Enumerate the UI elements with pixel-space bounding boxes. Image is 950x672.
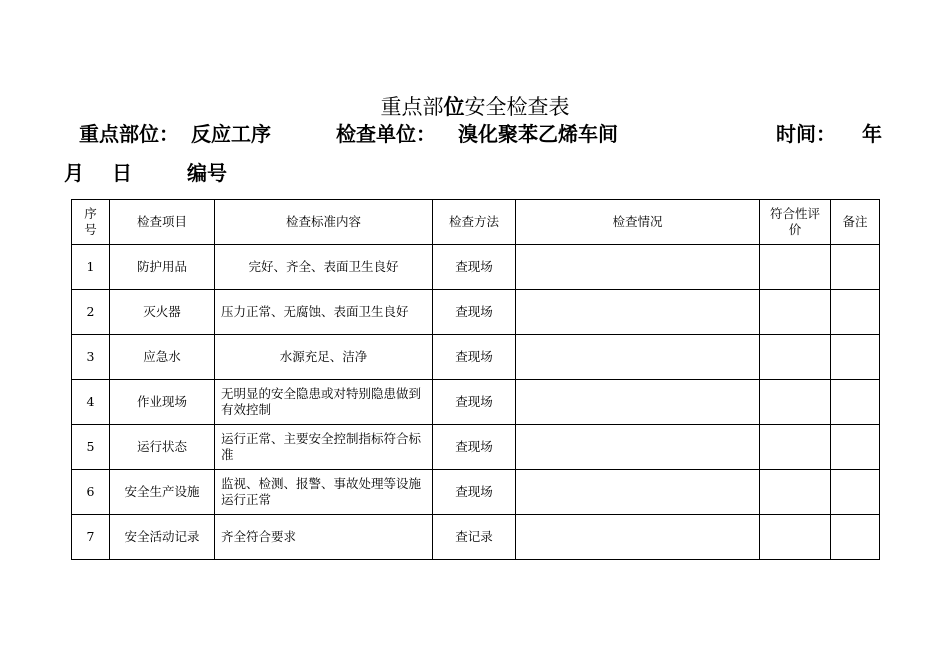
- part-label: 重点部位：: [79, 122, 179, 146]
- header-standard: 检查标准内容: [215, 200, 433, 245]
- row-item: 运行状态: [110, 425, 215, 470]
- row-method: 查现场: [433, 470, 516, 515]
- row-method: 查现场: [433, 380, 516, 425]
- row-status[interactable]: [516, 425, 760, 470]
- row-status[interactable]: [516, 245, 760, 290]
- row-method: 查现场: [433, 245, 516, 290]
- row-item: 作业现场: [110, 380, 215, 425]
- row-evaluation[interactable]: [760, 335, 831, 380]
- row-no: 6: [72, 470, 110, 515]
- row-method: 查现场: [433, 425, 516, 470]
- header-status: 检查情况: [516, 200, 760, 245]
- row-standard: 齐全符合要求: [215, 515, 433, 560]
- row-evaluation[interactable]: [760, 425, 831, 470]
- inspection-table: [71, 199, 880, 560]
- part-value: 反应工序: [191, 122, 271, 146]
- row-status[interactable]: [516, 290, 760, 335]
- table-row: [72, 470, 880, 515]
- row-method: 查现场: [433, 290, 516, 335]
- row-evaluation[interactable]: [760, 290, 831, 335]
- title-bold-char: 位: [443, 95, 465, 119]
- row-standard: 完好、齐全、表面卫生良好: [215, 245, 433, 290]
- row-method: 查现场: [433, 335, 516, 380]
- table-header-row: [72, 200, 880, 245]
- time-label: 时间：: [776, 122, 836, 146]
- row-item: 灭火器: [110, 290, 215, 335]
- year-label: 年: [862, 122, 882, 146]
- row-status[interactable]: [516, 515, 760, 560]
- page-title: [0, 94, 950, 120]
- row-no: 7: [72, 515, 110, 560]
- table-row: [72, 335, 880, 380]
- row-evaluation[interactable]: [760, 380, 831, 425]
- row-no: 2: [72, 290, 110, 335]
- row-standard: 水源充足、洁净: [215, 335, 433, 380]
- header-method: 检查方法: [433, 200, 516, 245]
- row-standard: 压力正常、无腐蚀、表面卫生良好: [215, 290, 433, 335]
- row-item: 防护用品: [110, 245, 215, 290]
- table-row: [72, 425, 880, 470]
- row-item: 安全活动记录: [110, 515, 215, 560]
- month-label: 月: [64, 161, 84, 185]
- row-standard: 运行正常、主要安全控制指标符合标准: [215, 425, 433, 470]
- row-standard: 无明显的安全隐患或对特别隐患做到有效控制: [215, 380, 433, 425]
- number-label: 编号: [187, 161, 227, 185]
- table-row: [72, 380, 880, 425]
- row-remark[interactable]: [831, 335, 880, 380]
- row-status[interactable]: [516, 380, 760, 425]
- row-remark[interactable]: [831, 470, 880, 515]
- header-evaluation: 符合性评价: [760, 200, 831, 245]
- row-no: 3: [72, 335, 110, 380]
- day-label: 日: [112, 161, 132, 185]
- table-row: [72, 515, 880, 560]
- row-evaluation[interactable]: [760, 470, 831, 515]
- unit-value: 溴化聚苯乙烯车间: [458, 122, 618, 146]
- row-standard: 监视、检测、报警、事故处理等设施运行正常: [215, 470, 433, 515]
- row-remark[interactable]: [831, 245, 880, 290]
- row-no: 4: [72, 380, 110, 425]
- row-no: 1: [72, 245, 110, 290]
- title-prefix: 重点部: [380, 95, 444, 119]
- title-suffix: 安全检查表: [464, 95, 570, 119]
- table-row: [72, 245, 880, 290]
- row-item: 安全生产设施: [110, 470, 215, 515]
- row-remark[interactable]: [831, 515, 880, 560]
- row-item: 应急水: [110, 335, 215, 380]
- unit-label: 检查单位：: [336, 122, 436, 146]
- row-remark[interactable]: [831, 380, 880, 425]
- row-evaluation[interactable]: [760, 515, 831, 560]
- header-remark: 备注: [831, 200, 880, 245]
- row-status[interactable]: [516, 335, 760, 380]
- row-evaluation[interactable]: [760, 245, 831, 290]
- table-row: [72, 290, 880, 335]
- row-status[interactable]: [516, 470, 760, 515]
- row-no: 5: [72, 425, 110, 470]
- row-method: 查记录: [433, 515, 516, 560]
- header-item: 检查项目: [110, 200, 215, 245]
- row-remark[interactable]: [831, 425, 880, 470]
- row-remark[interactable]: [831, 290, 880, 335]
- header-no: 序号: [72, 200, 110, 245]
